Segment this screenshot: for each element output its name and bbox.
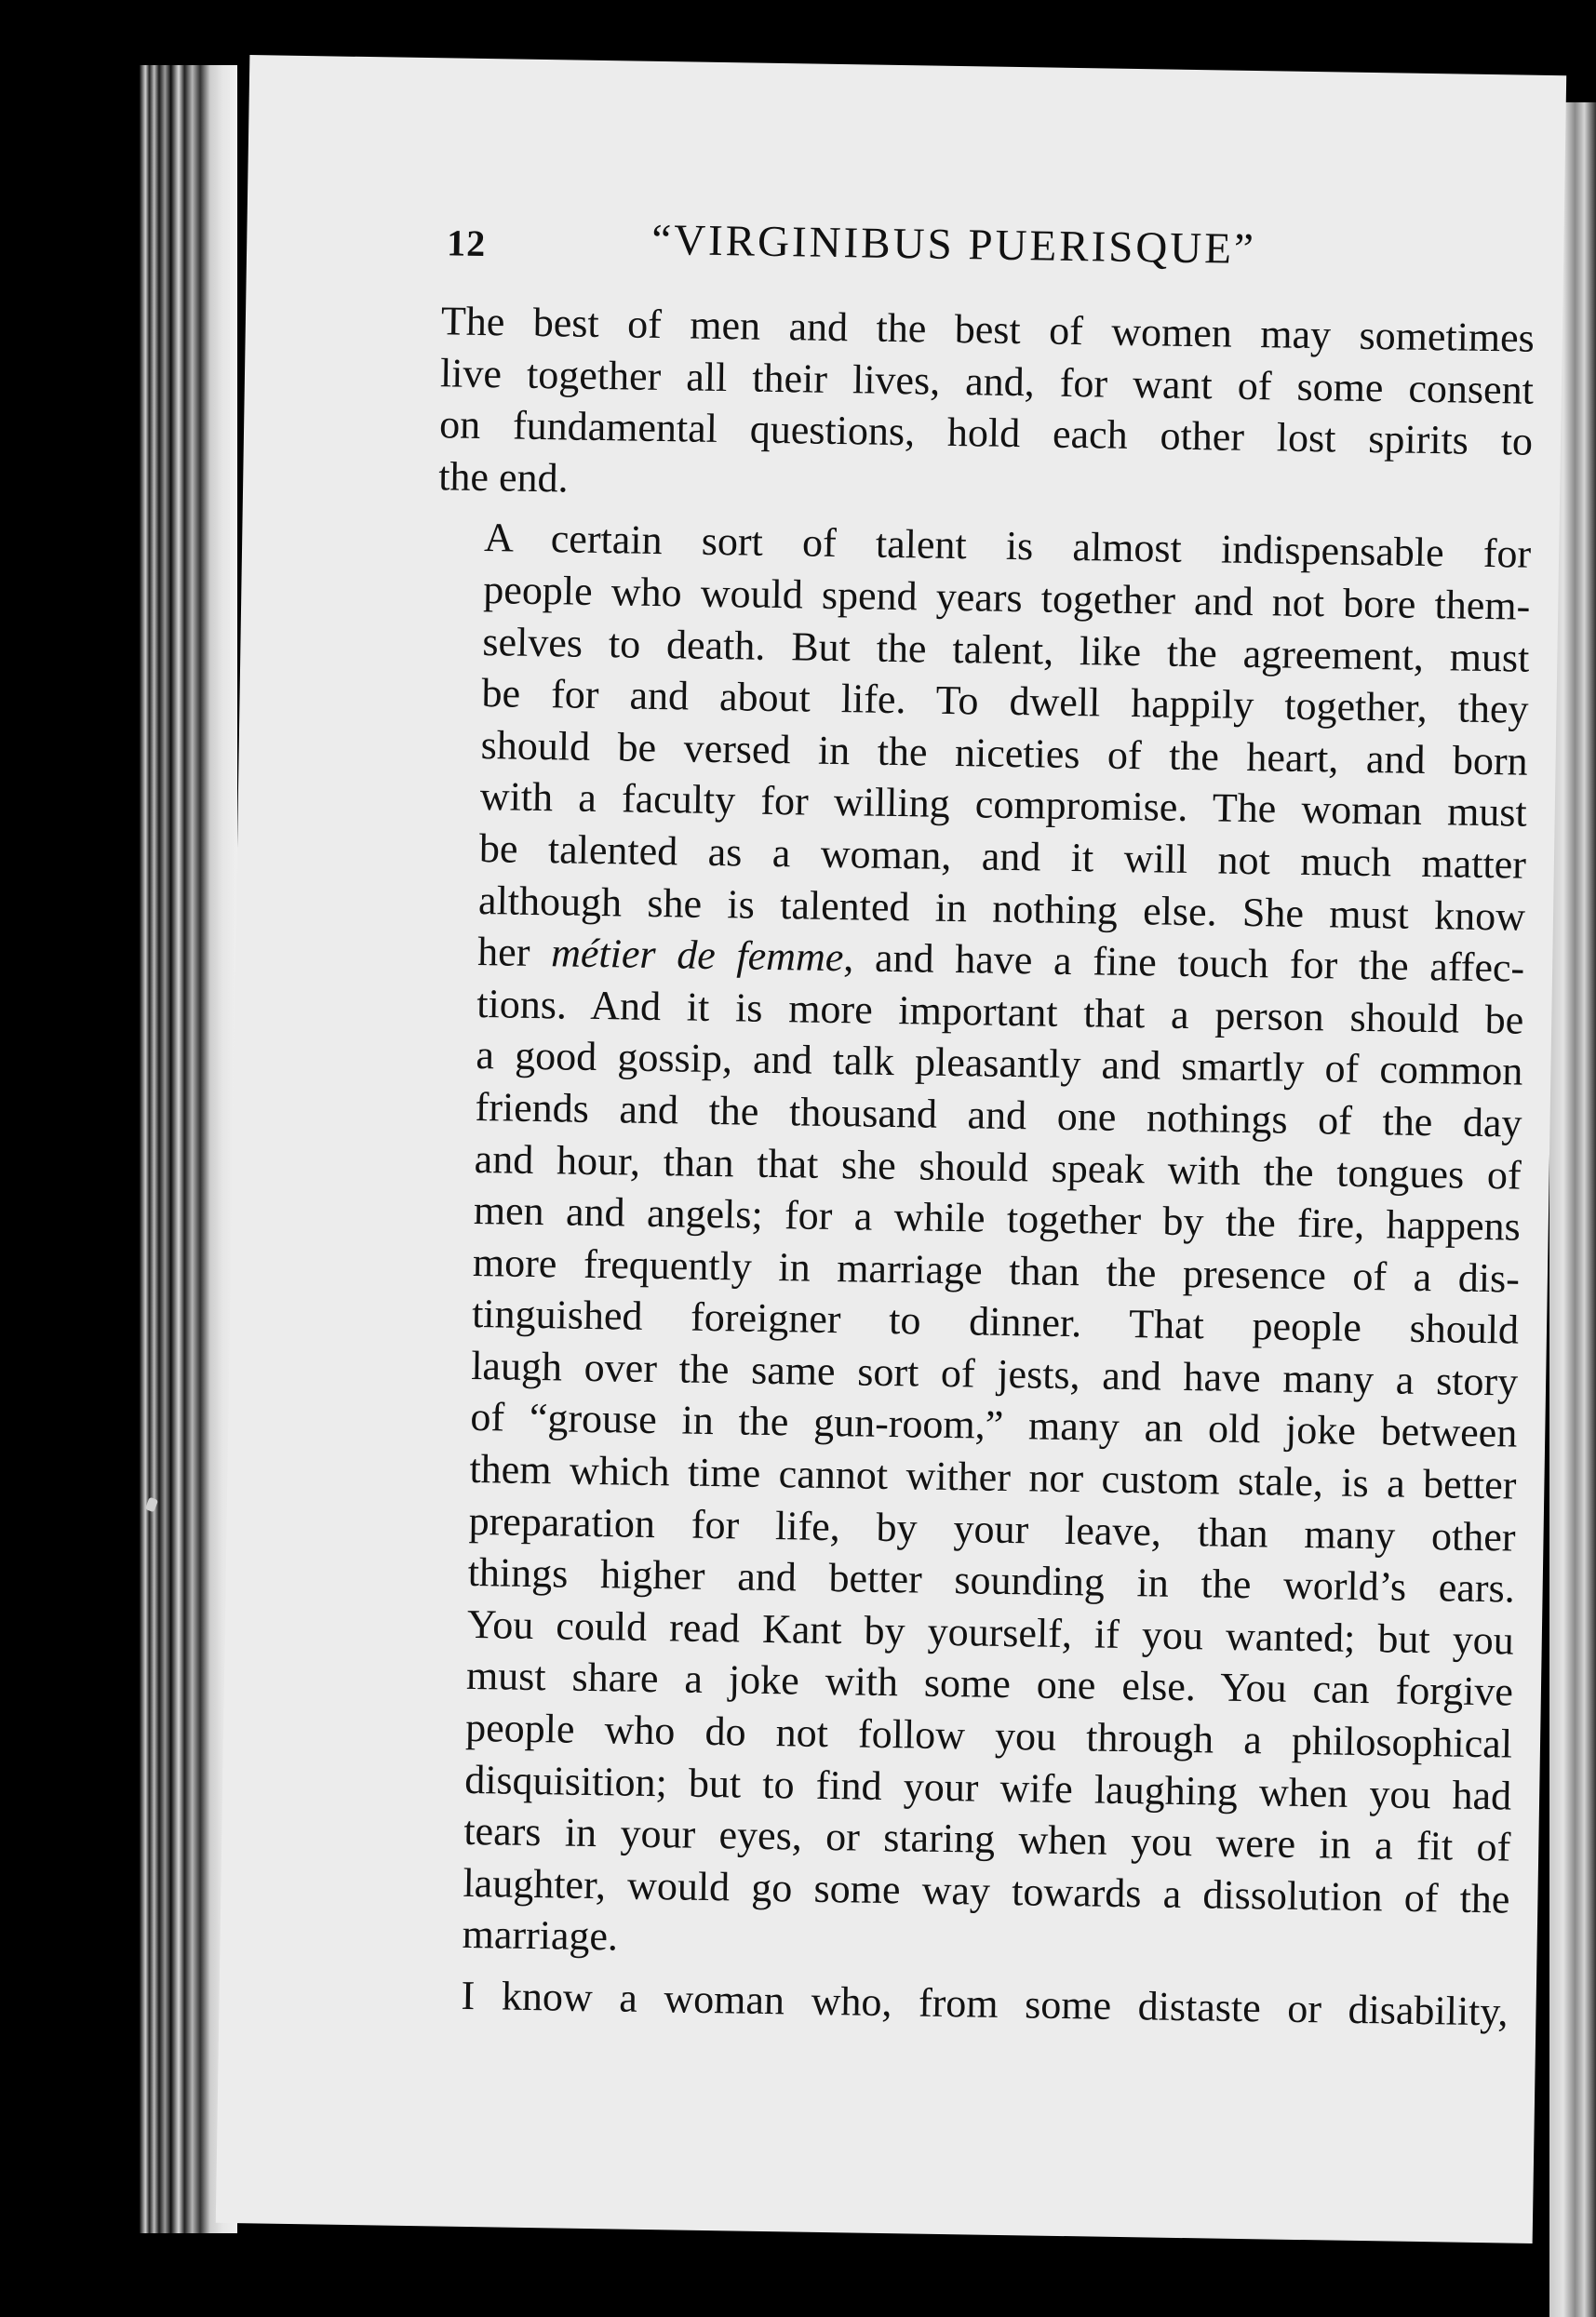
text-line: tears in your eyes, or staring when you were in a fit of (463, 1808, 1511, 1870)
body-text (414, 295, 1535, 2038)
text-line: You could read Kant by yourself, if you wanted; but you (466, 1600, 1515, 1664)
page-number: 12 (446, 221, 487, 265)
text-line: and hour, than that she should speak with the tongues of (474, 1135, 1522, 1199)
text-line: although she is talented in nothing else. She must know (477, 877, 1526, 940)
text-line: the end. (437, 453, 569, 502)
paragraph-3 (414, 1969, 1509, 2038)
text-line: them which time cannot wither nor custom stale, is a better (469, 1445, 1517, 1508)
text-line: people who do not follow you through a philosophical (464, 1704, 1513, 1767)
text-line: men and angels; for a while together by the fire, happens (473, 1187, 1522, 1250)
book-page (216, 55, 1566, 2243)
page-header (447, 211, 1564, 294)
text-line: must share a joke with some one else. You can forgive (465, 1653, 1514, 1716)
text-line: A certain sort of talent is almost indispensable for (483, 515, 1532, 578)
text-line: disquisition; but to find your wife laughing when you had (463, 1756, 1512, 1819)
text-line: be talented as a woman, and it will not much matter (478, 824, 1527, 888)
paragraph-1 (438, 295, 1535, 519)
text-line: The best of men and the best of women may sometimes (440, 298, 1536, 361)
text-line: people who would spend years together and not bore them- (483, 567, 1531, 629)
text-line: selves to death. But the talent, like the agreement, must (482, 618, 1530, 681)
text-line: more frequently in marriage than the presence of a dis- (472, 1239, 1521, 1302)
text-line: tions. And it is more important that a person should be (476, 980, 1524, 1043)
text-line: laugh over the same sort of jests, and have many a story (470, 1342, 1519, 1405)
text-line: of “grouse in the gun-room,” many an old joke between (470, 1394, 1518, 1457)
text-line: should be versed in the niceties of the heart, and born (480, 721, 1529, 784)
italic-phrase: métier de femme (550, 930, 844, 981)
text-line: laughter, would go some way towards a dissolution of the (463, 1859, 1510, 1922)
text-line: marriage. (462, 1911, 619, 1960)
text-line: a good gossip, and talk pleasantly and smartly of common (476, 1032, 1523, 1094)
text-line: her métier de femme, and have a fine touch for the affec- (476, 929, 1525, 991)
text-line: preparation for life, by your leave, than many other (468, 1497, 1516, 1560)
text-line: tinguished foreigner to dinner. That people should (471, 1291, 1520, 1353)
text-line: be for and about life. To dwell happily together, they (481, 670, 1529, 732)
paragraph-2 (415, 512, 1531, 1977)
text-line: things higher and better sounding in the world’s ears. (467, 1549, 1516, 1612)
margin-blot (145, 1497, 158, 1513)
running-title: “VIRGINIBUS PUERISQUE” (650, 215, 1257, 275)
text-line: with a faculty for willing compromise. The woman must (479, 773, 1528, 837)
text-line: live together all their lives, and, for want of some consent (439, 349, 1535, 413)
text-line: I know a woman who, from some distaste or disability, (461, 1972, 1509, 2035)
text-line: friends and the thousand and one nothings of the day (475, 1083, 1522, 1146)
text-line: on fundamental questions, hold each other lost spirits to (438, 401, 1534, 464)
